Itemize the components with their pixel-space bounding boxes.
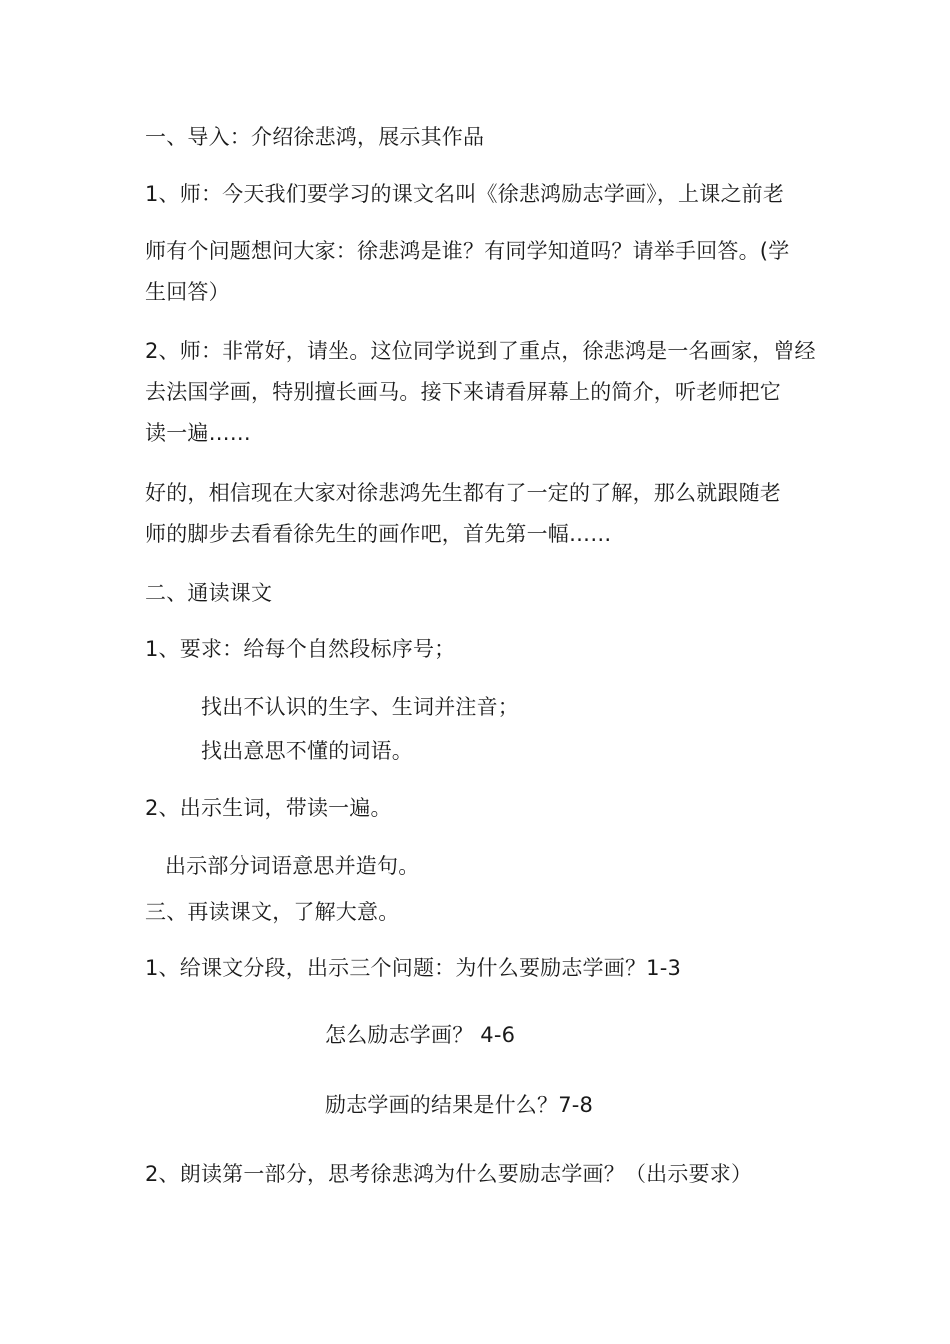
heading-1-introduction: 一、导入：介绍徐悲鸿，展示其作品 [145,125,485,149]
paragraph-line: 好的，相信现在大家对徐悲鸿先生都有了一定的了解，那么就跟随老 [145,481,781,505]
paragraph-line: 去法国学画，特别擅长画马。接下来请看屏幕上的简介，听老师把它 [145,380,781,404]
question-line: 怎么励志学画？ 4-6 [325,1023,516,1047]
paragraph-line: 读一遍…… [145,421,251,445]
heading-3-reread: 三、再读课文，了解大意。 [145,900,400,924]
paragraph-line: 1、给课文分段，出示三个问题：为什么要励志学画？1-3 [145,956,682,980]
paragraph-line: 2、出示生词，带读一遍。 [145,796,392,820]
paragraph-line: 1、师：今天我们要学习的课文名叫《徐悲鸿励志学画》，上课之前老 [145,182,785,206]
paragraph-line: 师有个问题想问大家：徐悲鸿是谁？有同学知道吗？请举手回答。(学 [145,239,790,263]
paragraph-line: 2、朗读第一部分，思考徐悲鸿为什么要励志学画？（出示要求） [145,1162,753,1186]
indented-line: 找出意思不懂的词语。 [201,739,413,763]
indented-line: 出示部分词语意思并造句。 [165,854,420,878]
question-line: 励志学画的结果是什么？7-8 [325,1093,594,1117]
paragraph-line: 师的脚步去看看徐先生的画作吧，首先第一幅…… [145,522,612,546]
paragraph-line: 生回答） [145,280,230,304]
paragraph-line: 1、要求：给每个自然段标序号； [145,637,456,661]
heading-2-reading: 二、通读课文 [145,581,273,605]
indented-line: 找出不认识的生字、生词并注音； [201,695,519,719]
paragraph-line: 2、师：非常好，请坐。这位同学说到了重点，徐悲鸿是一名画家，曾经 [145,339,816,363]
